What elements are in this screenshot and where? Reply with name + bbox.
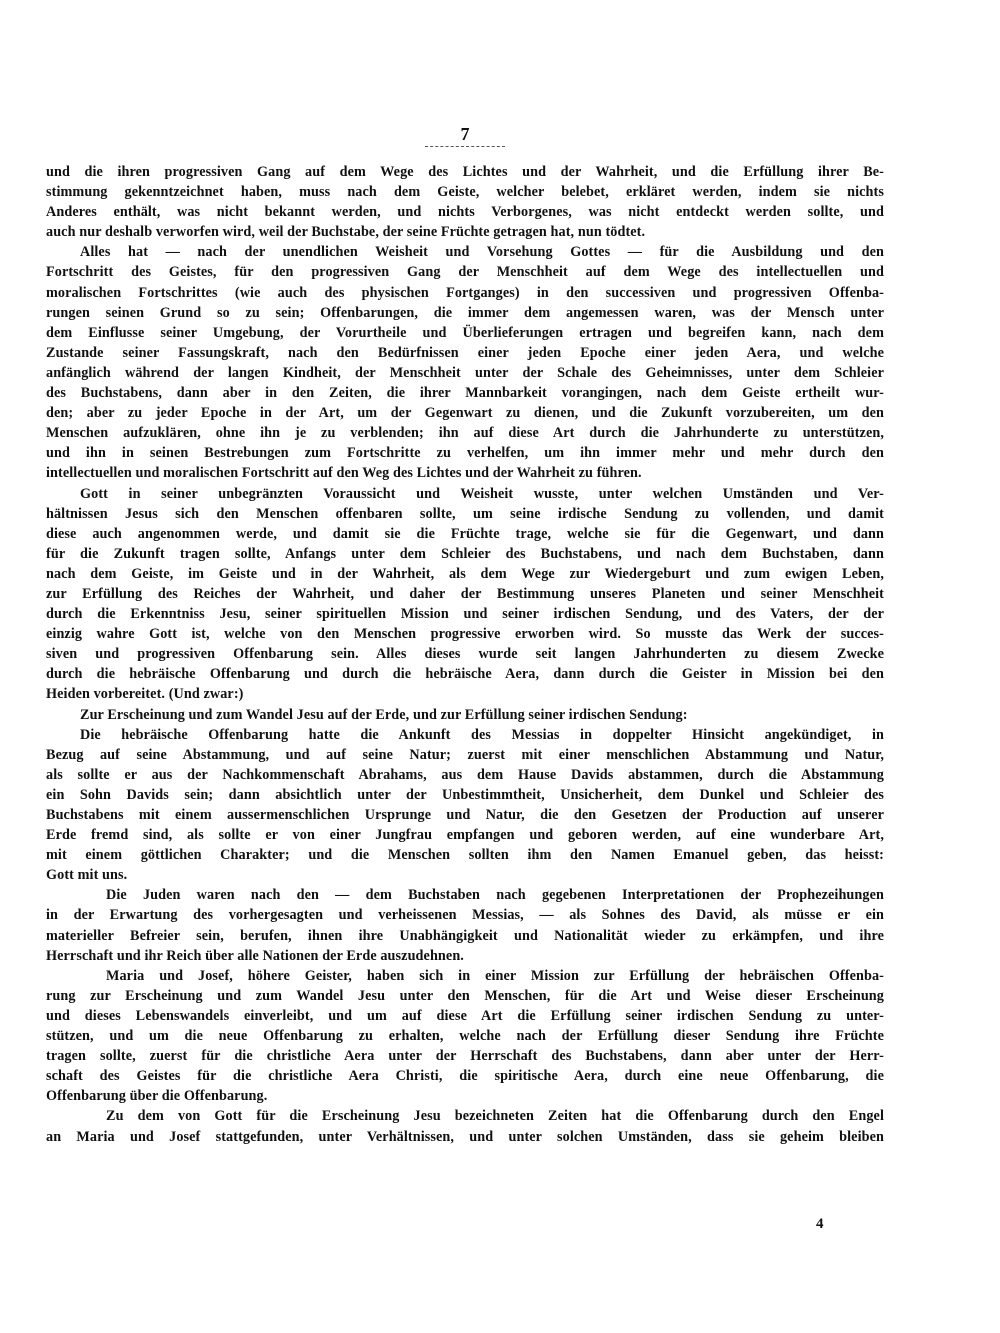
text-line: und die ihren progressiven Gang auf dem Wege des Lichtes und der Wahrheit, und die Erfüllung ihrer Be-: [46, 164, 884, 180]
text-line: materieller Befreier sein, berufen, ihnen ihre Unabhängigkeit und Nationalität wieder zu erkämpfen, und ihre: [46, 927, 884, 944]
text-line: Gott mit uns.: [46, 867, 128, 884]
body-text: [46, 162, 884, 1147]
text-line: einzig wahre Gott ist, welche von den Menschen progressive erworben wird. So musste das Werk der succes-: [46, 626, 884, 643]
text-line: mit einem göttlichen Charakter; und die Menschen sollten ihm den Namen Emanuel geben, das heisst:: [46, 847, 884, 864]
text-line: durch die hebräische Offenbarung und durch die hebräische Aera, dann durch die Geister in Mission bei den: [46, 666, 884, 683]
text-line: Heiden vorbereitet. (Und zwar:): [46, 686, 244, 703]
text-line: und ihn in seinen Bestrebungen zum Fortschritte zu verhelfen, um ihn immer mehr und mehr durch den: [46, 445, 884, 462]
text-line: als sollte er aus der Nachkommenschaft Abrahams, aus dem Hause Davids abstammen, durch die Abstammung: [46, 766, 884, 783]
text-line: Fortschritt des Geistes, für den progressiven Gang der Menschheit auf dem Wege des intellectuellen und: [46, 264, 884, 281]
text-line: auch nur deshalb verworfen wird, weil der Buchstabe, der seine Früchte getragen hat, nun tödtet.: [46, 224, 646, 241]
text-line: Erde fremd sind, als sollte er von einer Jungfrau empfangen und geboren werden, auf eine wunderbare Art,: [46, 827, 884, 844]
text-line: Zu dem von Gott für die Erscheinung Jesu bezeichneten Zeiten hat die Offenbarung durch den Engel: [106, 1108, 884, 1125]
text-line: schaft des Geistes für die christliche Aera Christi, die spiritische Aera, durch eine neue Offenbarung, die: [46, 1068, 884, 1085]
text-line: anfänglich während der langen Kindheit, der Menschheit unter der Schale des Geheimnisses, unter dem Schleier: [46, 364, 884, 381]
text-line: moralischen Fortschrittes (wie auch des physischen Fortganges) in den successiven und progressiven Offenba-: [46, 284, 884, 301]
text-line: Zustande seiner Fassungskraft, nach den Bedürfnissen einer jeden Epoche einer jeden Aera, und welche: [46, 344, 884, 361]
text-line: Zur Erscheinung und zum Wandel Jesu auf der Erde, und zur Erfüllung seiner irdischen Sendung:: [80, 706, 688, 723]
text-line: des Buchstabens, dann aber in den Zeiten, die ihrer Mannbarkeit vorangingen, nach dem Geiste ertheilt wur-: [46, 385, 884, 402]
text-line: und dieses Lebenswandels einverleibt, und um auf diese Art die Erfüllung seiner irdischen Sendung zu unter-: [46, 1007, 884, 1024]
text-line: hältnissen Jesus sich den Menschen offenbaren sollte, um seine irdische Sendung zu vollenden, und damit: [46, 505, 884, 522]
text-line: intellectuellen und moralischen Fortschritt auf den Weg des Lichtes und der Wahrheit zu führen.: [46, 465, 642, 482]
text-line: Alles hat — nach der unendlichen Weisheit und Vorsehung Gottes — für die Ausbildung und den: [80, 244, 884, 261]
text-line: Anderes enthält, was nicht bekannt werden, und nichts Verborgenes, was nicht entdeckt werden sollte, und: [46, 204, 884, 221]
signature-mark: 4: [816, 1216, 824, 1232]
text-line: stützen, und um die neue Offenbarung zu erhalten, welche nach der Erfüllung dieser Sendung ihre Früchte: [46, 1028, 884, 1045]
text-line: Offenbarung über die Offenbarung.: [46, 1088, 268, 1105]
text-line: nach dem Geiste, im Geiste und in der Wahrheit, als dem Wege zur Wiedergeburt und zum ewigen Leben,: [46, 565, 884, 582]
text-line: Bezug auf seine Abstammung, und auf seine Natur; zuerst mit einer menschlichen Abstammung und Natur,: [46, 746, 884, 763]
text-line: den; aber zu jeder Epoche in der Art, um der Gegenwart zu dienen, und die Zukunft vorzubereiten, um den: [46, 405, 884, 422]
text-line: Die hebräische Offenbarung hatte die Ankunft des Messias in doppelter Hinsicht angekündiget, in: [80, 726, 884, 743]
text-line: stimmung gekenntzeichnet haben, muss nach dem Geiste, welcher belebet, erkläret werden, indem sie nichts: [46, 184, 884, 201]
text-line: ein Sohn Davids sein; dann absichtlich unter der Unbestimmtheit, Unsicherheit, dem Dunkel und Schleier des: [46, 786, 884, 803]
text-line: rungen seinen Grund so zu sein; Offenbarungen, die immer dem angemessen waren, was der Mensch unter: [46, 304, 884, 321]
header-rule: [425, 146, 505, 147]
text-line: in der Erwartung des vorhergesagten und verheissenen Messias, — als Sohnes des David, als müsse er ein: [46, 907, 884, 924]
text-line: tragen sollte, zuerst für die christliche Aera unter der Herrschaft des Buchstabens, dann aber unter der Herr-: [46, 1048, 884, 1065]
text-line: Menschen aufzuklären, ohne ihn je zu verblenden; ihn auf diese Art durch die Jahrhunderte zu unterstützen,: [46, 425, 884, 442]
text-line: Gott in seiner unbegränzten Voraussicht und Weisheit wusste, unter welchen Umständen und Ver-: [80, 485, 884, 502]
text-line: siven und progressiven Offenbarung sein. Alles dieses wurde seit langen Jahrhunderten zu diesem Zwecke: [46, 646, 884, 663]
text-line: diese auch angenommen werde, und damit sie die Früchte trage, welche sie für die Gegenwart, und dann: [46, 525, 884, 542]
text-line: für die Zukunft tragen sollte, Anfangs unter dem Schleier des Buchstabens, und nach dem Buchstaben, dann: [46, 545, 884, 562]
text-line: durch die Erkenntniss Jesu, seiner spirituellen Mission und seiner irdischen Sendung, und des Vaters, der der: [46, 606, 884, 623]
text-line: Buchstabens mit einem aussermenschlichen Ursprunge und Natur, die den Gesetzen der Production auf unserer: [46, 807, 884, 823]
page-number: 7: [460, 124, 470, 144]
text-line: zur Erfüllung des Reiches der Wahrheit, und daher der Bestimmung unseres Planeten und seiner Menschheit: [46, 585, 884, 602]
text-line: rung zur Erscheinung und zum Wandel Jesu unter den Menschen, für die Art und Weise dieser Erscheinung: [46, 987, 884, 1004]
text-line: an Maria und Josef stattgefunden, unter Verhältnissen, und unter solchen Umständen, dass sie geheim bleiben: [46, 1128, 884, 1145]
text-line: Maria und Josef, höhere Geister, haben sich in einer Mission zur Erfüllung der hebräischen Offenba-: [106, 967, 884, 984]
text-line: Herrschaft und ihr Reich über alle Nationen der Erde auszudehnen.: [46, 947, 464, 964]
text-line: dem Einflusse seiner Umgebung, der Vorurtheile und Überlieferungen ertragen und begreifen kann, nach dem: [46, 324, 884, 341]
text-line: Die Juden waren nach den — dem Buchstaben nach gegebenen Interpretationen der Prophezeihungen: [106, 887, 884, 904]
